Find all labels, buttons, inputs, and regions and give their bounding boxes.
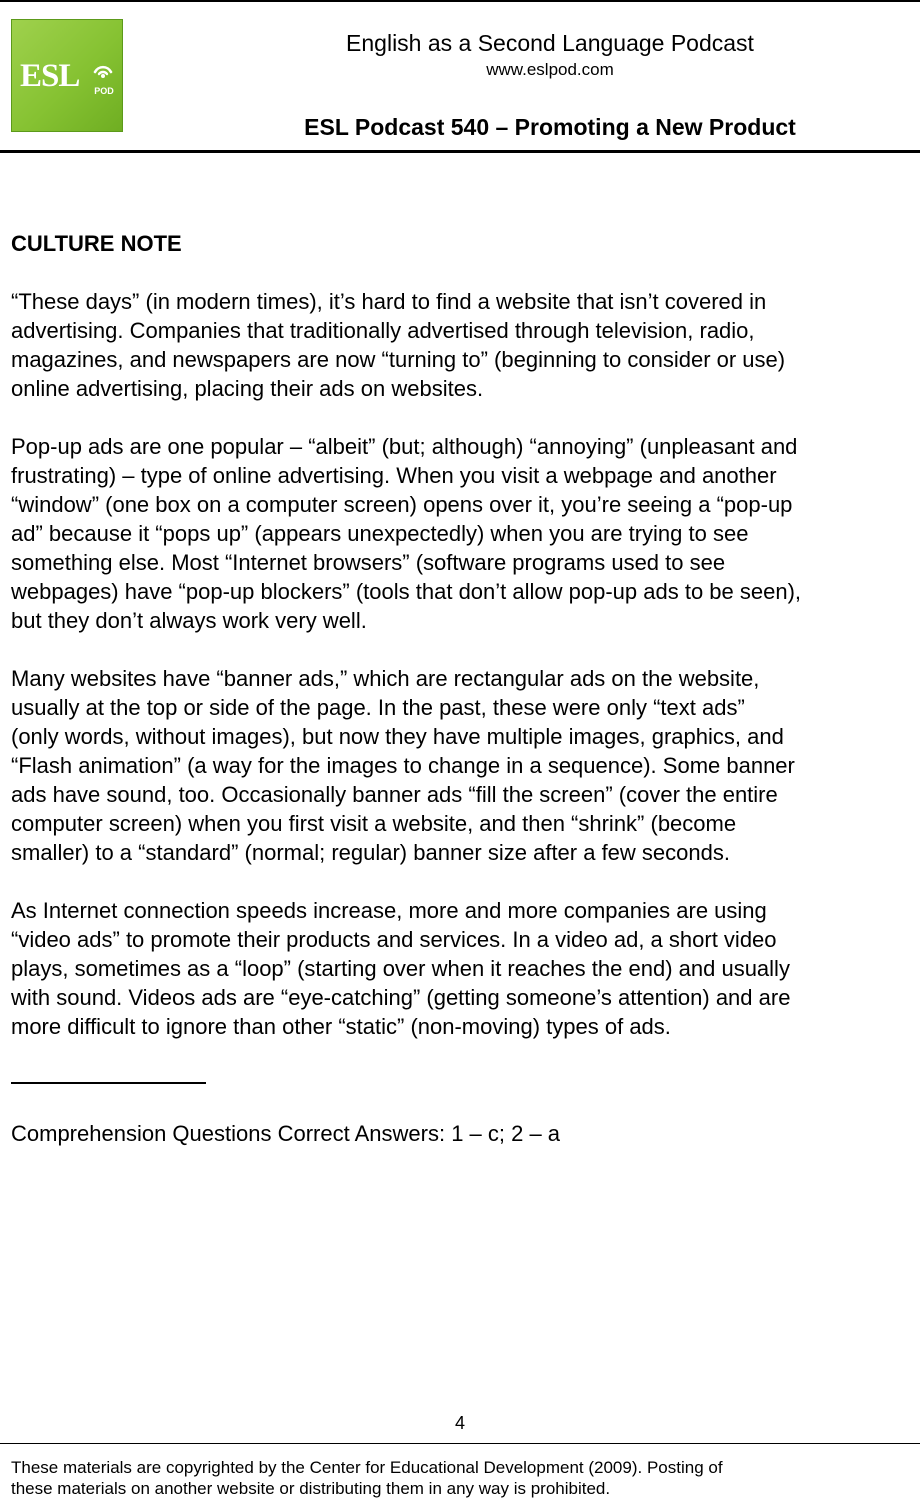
- podcast-url: www.eslpod.com: [486, 60, 614, 79]
- page-number: 4: [454, 1413, 465, 1433]
- logo-pod-text: POD: [94, 86, 114, 96]
- paragraph: Pop-up ads are one popular – “albeit” (but; although) “annoying” (unpleasant and frustrating) – type of online advertising. When you visit a webpage and another “window” (one box on a computer screen) opens over it, you’re seeing a “pop-up ad” because it “pops up” (appears unexpectedly) when you are trying to see something else. Most “Internet browsers” (software programs used to see webpages) have “pop-up blockers” (tools that don’t allow pop-up ads to be seen), but they don’t always work very well.: [11, 434, 802, 633]
- episode-title: ESL Podcast 540 – Promoting a New Product: [304, 114, 796, 140]
- paragraph: As Internet connection speeds increase, more and more companies are using “video ads” to promote their products and services. In a video ad, a short video plays, sometimes as a “loop” (starting over when it reaches the end) and usually with sound. Videos ads are “eye-catching” (getting someone’s attention) and are more difficult to ignore than other “static” (non-moving) types of ads.: [11, 898, 791, 1039]
- logo-text: ESL: [20, 58, 80, 94]
- footer-rule: [0, 1443, 920, 1444]
- comprehension-answers: Comprehension Questions Correct Answers: 1 – c; 2 – a: [11, 1121, 561, 1146]
- copyright-notice: These materials are copyrighted by the Center for Educational Development (2009). Posting of these materials on another website or distributing them in any way is prohibited.: [11, 1458, 723, 1498]
- paragraph: “These days” (in modern times), it’s hard to find a website that isn’t covered in advertising. Companies that traditionally advertised through television, radio, magazines, and newspapers are now “turning to” (beginning to consider or use) online advertising, placing their ads on websites.: [11, 289, 786, 401]
- podcast-title: English as a Second Language Podcast: [346, 30, 754, 56]
- header-rule: [0, 150, 920, 153]
- eslpod-logo: [11, 19, 123, 132]
- top-rule: [0, 0, 920, 2]
- paragraph: Many websites have “banner ads,” which are rectangular ads on the website, usually at the top or side of the page. In the past, these were only “text ads” (only words, without images), but now they have multiple images, graphics, and “Flash animation” (a way for the images to change in a sequence). Some banner ads have sound, too. Occasionally banner ads “fill the screen” (cover the entire computer screen) when you first visit a website, and then “shrink” (become smaller) to a “standard” (normal; regular) banner size after a few seconds.: [11, 666, 795, 865]
- section-heading: CULTURE NOTE: [11, 231, 182, 256]
- section-divider: [11, 1082, 206, 1084]
- culture-note-section: [11, 229, 911, 1070]
